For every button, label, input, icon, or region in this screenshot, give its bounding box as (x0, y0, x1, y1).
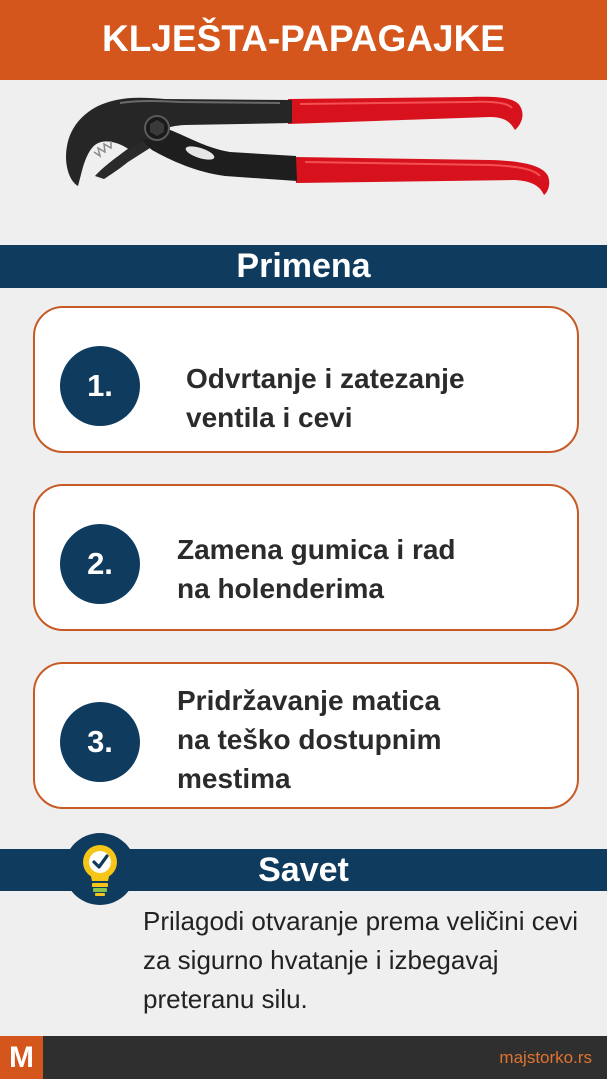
tip-text-line: Prilagodi otvaranje prema veličini cevi (143, 906, 578, 936)
section-title: Primena (236, 247, 371, 285)
header-bar (0, 0, 607, 80)
item-number: 1. (60, 346, 140, 426)
item-text-line: Pridržavanje matica (177, 685, 441, 716)
item-number: 3. (60, 702, 140, 782)
tip-text (143, 902, 578, 1019)
item-text-line: Zamena gumica i rad (177, 534, 456, 565)
item-text-line: na holenderima (177, 573, 384, 604)
item-text (186, 359, 465, 437)
tip-text-line: za sigurno hvatanje i izbegavaj (143, 945, 499, 975)
item-text-line: ventila i cevi (186, 402, 353, 433)
list-item (33, 484, 579, 631)
brand-logo: M (0, 1036, 43, 1079)
tip-title: Savet (258, 851, 349, 889)
pliers-icon (0, 85, 607, 225)
section-header (0, 245, 607, 288)
item-text (177, 681, 441, 798)
list-item (33, 662, 579, 809)
item-text-line: mestima (177, 763, 291, 794)
item-text-line: Odvrtanje i zatezanje (186, 363, 465, 394)
list-item (33, 306, 579, 453)
site-url: majstorko.rs (499, 1048, 592, 1067)
footer-bar (0, 1036, 607, 1079)
lightbulb-check-icon (63, 832, 137, 906)
lower-jaw (95, 140, 150, 179)
page-title: KLJEŠTA-PAPAGAJKE (102, 18, 505, 59)
item-text (177, 530, 456, 608)
item-number: 2. (60, 524, 140, 604)
tip-text-line: preteranu silu. (143, 984, 308, 1014)
item-text-line: na teško dostupnim (177, 724, 442, 755)
